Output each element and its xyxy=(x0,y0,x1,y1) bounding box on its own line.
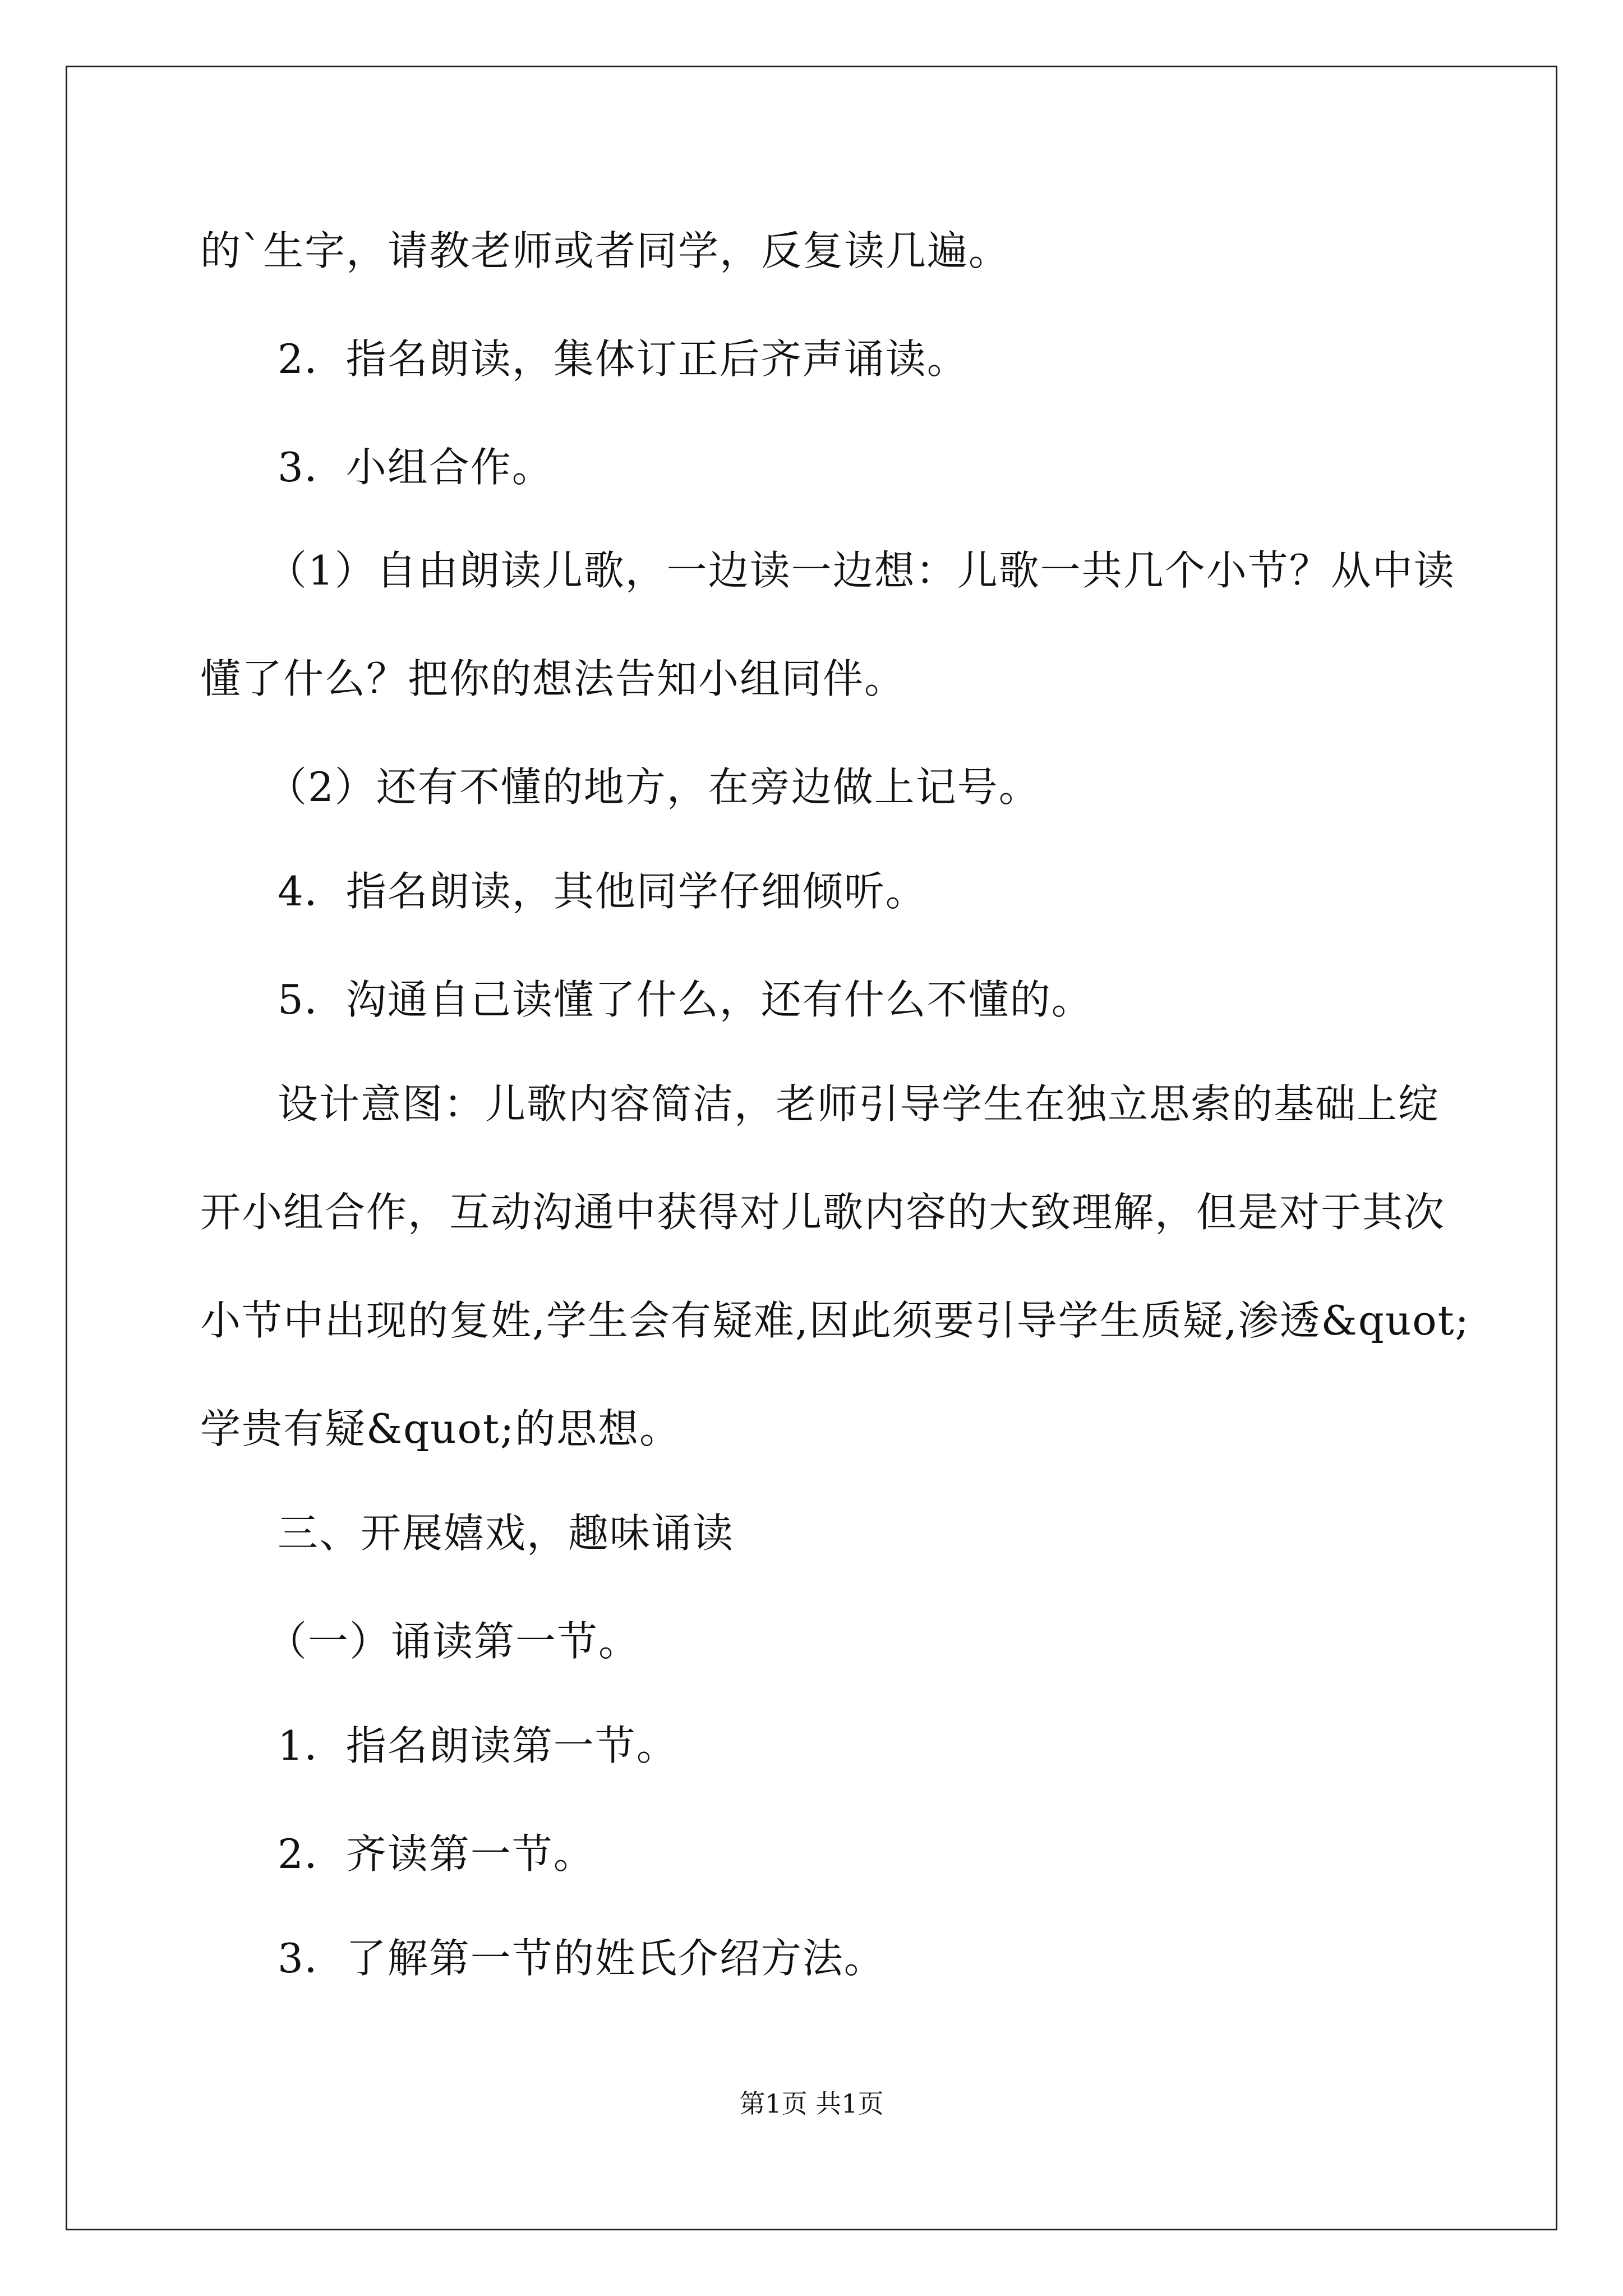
text-line: 1．指名朗读第一节。 xyxy=(278,1722,678,1769)
text-line: （1）自由朗读儿歌，一边读一边想：儿歌一共几个小节？从中读 xyxy=(266,547,1455,594)
text-line: 3．小组合作。 xyxy=(278,444,554,491)
text-line: 的`生字，请教老师或者同学，反复读几遍。 xyxy=(200,227,1011,274)
page-footer: 第1页 共1页 xyxy=(739,2088,884,2119)
text-line: 学贵有疑&quot;的思想。 xyxy=(200,1405,681,1452)
text-line: 2．指名朗读，集体订正后齐声诵读。 xyxy=(278,335,969,383)
text-line: （2）还有不懂的地方，在旁边做上记号。 xyxy=(266,763,1040,811)
text-line: 三、开展嬉戏，趣味诵读 xyxy=(278,1510,735,1557)
text-line: 开小组合作，互动沟通中获得对儿歌内容的大致理解，但是对于其次 xyxy=(200,1189,1446,1236)
text-line: （一）诵读第一节。 xyxy=(266,1618,640,1665)
page-frame xyxy=(66,66,1557,2230)
text-line: 懂了什么？把你的想法告知小组同伴。 xyxy=(200,655,906,702)
text-line: 2．齐读第一节。 xyxy=(278,1830,595,1878)
text-line: 3．了解第一节的姓氏介绍方法。 xyxy=(278,1935,886,1982)
text-line: 设计意图：儿歌内容简洁，老师引导学生在独立思索的基础上绽 xyxy=(278,1080,1440,1128)
text-line: 4．指名朗读，其他同学仔细倾听。 xyxy=(278,868,927,915)
text-line: 5．沟通自己读懂了什么，还有什么不懂的。 xyxy=(278,976,1093,1023)
text-line: 小节中出现的复姓,学生会有疑难,因此须要引导学生质疑,渗透&quot; xyxy=(200,1297,1470,1344)
